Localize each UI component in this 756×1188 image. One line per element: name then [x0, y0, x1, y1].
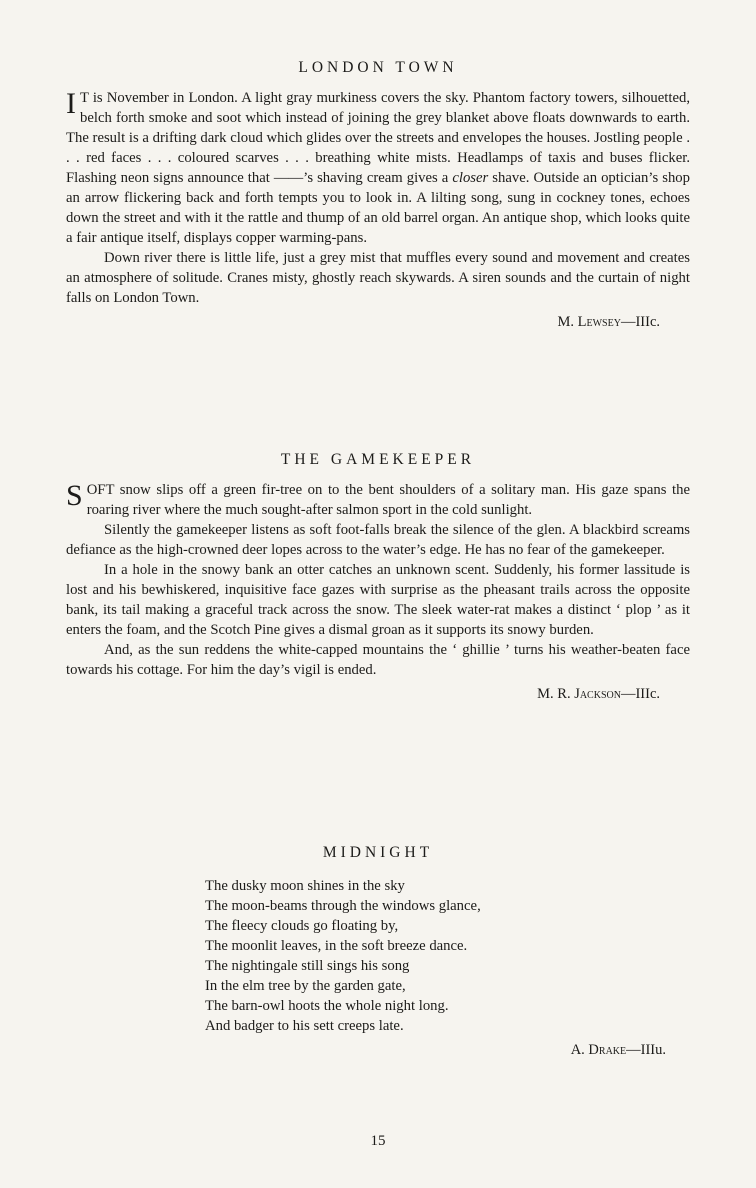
poem-line: The fleecy clouds go floating by,: [205, 918, 399, 934]
paragraph: I T is November in London. A light gray murkiness covers the sky. Phantom factory towers, silhouetted, belch forth smoke and soot which instead of joining the grey blanket above floats downwards to earth. The result is a drifting dark cloud which glides over the streets and envelopes the houses. Jostling people . . . red faces . . . coloured scarves . . . breathing white mists. Headlamps of taxis and buses flicker. Flashing neon signs announce that ——’s shaving cream gives a closer shave. Outside an optician’s shop an arrow flickering back and forth tempts you to look in. A lilting song, sung in cockney tones, echoes down the street and with it the rattle and thump of an old barrel organ. An antique shop, which looks quite a fair antique itself, displays copper warming-pans.: [66, 87, 690, 246]
author-name: A. Drake: [570, 1042, 627, 1058]
poem-body: [205, 876, 675, 1036]
paragraph: SOFT snow slips off a green fir-tree on to the bent shoulders of a solitary man. His gaze spans the roaring river where the much sought-after salmon sport in the cold sunlight.: [66, 479, 690, 518]
paragraph: In a hole in the snowy bank an otter catches an unknown scent. Suddenly, his former lassitude is lost and his bewhiskered, inquisitive face gazes with surprise as the pheasant trails across the opposite bank, its tail making a graceful track across the snow. The sleek water-rat makes a distinct ‘ plop ’ as it enters the foam, and the Scotch Pine gives a dismal groan as it supports its snowy burden.: [66, 562, 690, 638]
article-title: LONDON TOWN: [298, 59, 458, 76]
author-form: —IIIc.: [620, 314, 660, 330]
paragraph: Down river there is little life, just a grey mist that muffles every sound and movement and creates an atmosphere of solitude. Cranes misty, ghostly reach skywards. A siren sounds and the curtain of night falls on London Town.: [66, 250, 690, 306]
paragraph: Silently the gamekeeper listens as soft foot-falls break the silence of the glen. A blackbird screams defiance as the high-crowned deer lopes across to the water’s edge. He has no fear of the gamekeeper.: [66, 522, 690, 558]
article-the-gamekeeper: [66, 450, 690, 704]
author-form: —IIIu.: [626, 1042, 666, 1058]
poem-midnight: [66, 843, 690, 863]
author-name: M. R. Jackson: [537, 686, 621, 702]
poem-line: The moonlit leaves, in the soft breeze dance.: [205, 938, 468, 954]
byline: [66, 312, 660, 332]
poem-line: And badger to his sett creeps late.: [205, 1018, 404, 1034]
poem-line: The dusky moon shines in the sky: [205, 878, 405, 894]
author-name: M. Lewsey: [557, 314, 621, 330]
drop-cap: S: [66, 479, 83, 512]
poem-line: In the elm tree by the garden gate,: [205, 978, 406, 994]
author-form: —IIIc.: [620, 686, 660, 702]
page-number: 15: [370, 1133, 386, 1149]
article-body: [66, 480, 690, 680]
byline: [66, 1040, 666, 1060]
paragraph: And, as the sun reddens the white-capped mountains the ‘ ghillie ’ turns his weather-beaten face towards his cottage. For him the day’s vigil is ended.: [66, 642, 690, 678]
poem-line: The moon-beams through the windows glance,: [205, 898, 481, 914]
article-body: [66, 88, 690, 308]
poem-line: The nightingale still sings his song: [205, 958, 410, 974]
byline: [66, 684, 660, 704]
article-title: THE GAMEKEEPER: [280, 451, 476, 468]
poem-line: The barn-owl hoots the whole night long.: [205, 998, 449, 1014]
poem-title: MIDNIGHT: [322, 844, 434, 861]
drop-cap: I: [66, 87, 76, 120]
article-london-town: [66, 58, 690, 332]
